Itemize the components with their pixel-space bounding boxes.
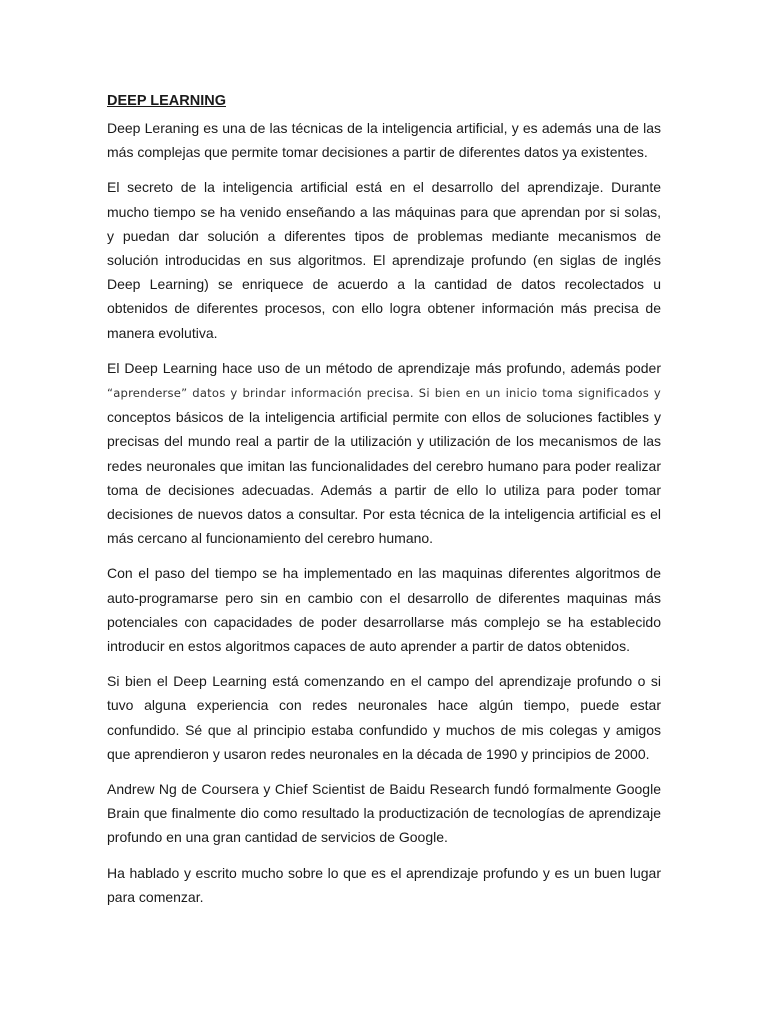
paragraph-6: Andrew Ng de Coursera y Chief Scientist de Baidu Research fundó formalmente Google Brain que finalmente dio como resultado la productización de tecnologías de aprendizaje profundo en una gran cantidad de servicios de Google. [107,781,661,846]
paragraph-3 [107,356,661,551]
paragraph-3-different-font: “aprenderse” datos y brindar información precisa. Si bien en un inicio toma significados y [107,386,661,401]
document-title: DEEP LEARNING [107,93,226,109]
paragraph-7: Ha hablado y escrito mucho sobre lo que es el aprendizaje profundo y es un buen lugar para comenzar. [107,864,661,905]
paragraph-3-start: El Deep Learning hace uso de un método de aprendizaje más profundo, además poder [107,359,661,376]
paragraph-5: Si bien el Deep Learning está comenzando en el campo del aprendizaje profundo o si tuvo alguna experiencia con redes neuronales hace algún tiempo, puede estar confundido. Sé que al principio estaba confundido y muchos de mis colegas y amigos que aprendieron y usaron redes neuronales en la década de 1990 y principios de 2000. [107,673,661,762]
paragraph-2: El secreto de la inteligencia artificial está en el desarrollo del aprendizaje. Durante mucho tiempo se ha venido enseñando a las máquinas para que aprendan por si solas, y puedan dar solución a diferentes tipos de problemas mediante mecanismos de solución introducidas en sus algoritmos. El aprendizaje profundo (en siglas de inglés Deep Learning) se enriquece de acuerdo a la cantidad de datos recolectados u obtenidos de diferentes procesos, con ello logra obtener información más precisa de manera evolutiva. [107,179,661,341]
paragraph-3-end: conceptos básicos de la inteligencia artificial permite con ellos de soluciones factibles y precisas del mundo real a partir de la utilización y utilización de los mecanismos de las redes neuronales que imitan las funcionalidades del cerebro humano para poder realizar toma de decisiones adecuadas. Además a partir de ello lo utiliza para poder tomar decisiones de nuevos datos a consultar. Por esta técnica de la inteligencia artificial es el más cercano al funcionamiento del cerebro humano. [107,409,661,547]
document-page [107,90,661,920]
paragraph-4: Con el paso del tiempo se ha implementado en las maquinas diferentes algoritmos de auto-programarse pero sin en cambio con el desarrollo de diferentes maquinas más potenciales con capacidades de poder desarrollarse más complejo se ha establecido introducir en estos algoritmos capaces de auto aprender a partir de datos obtenidos. [107,565,661,655]
paragraph-1: Deep Leraning es una de las técnicas de la inteligencia artificial, y es además una de las más complejas que permite tomar decisiones a partir de diferentes datos ya existentes. [107,120,661,161]
